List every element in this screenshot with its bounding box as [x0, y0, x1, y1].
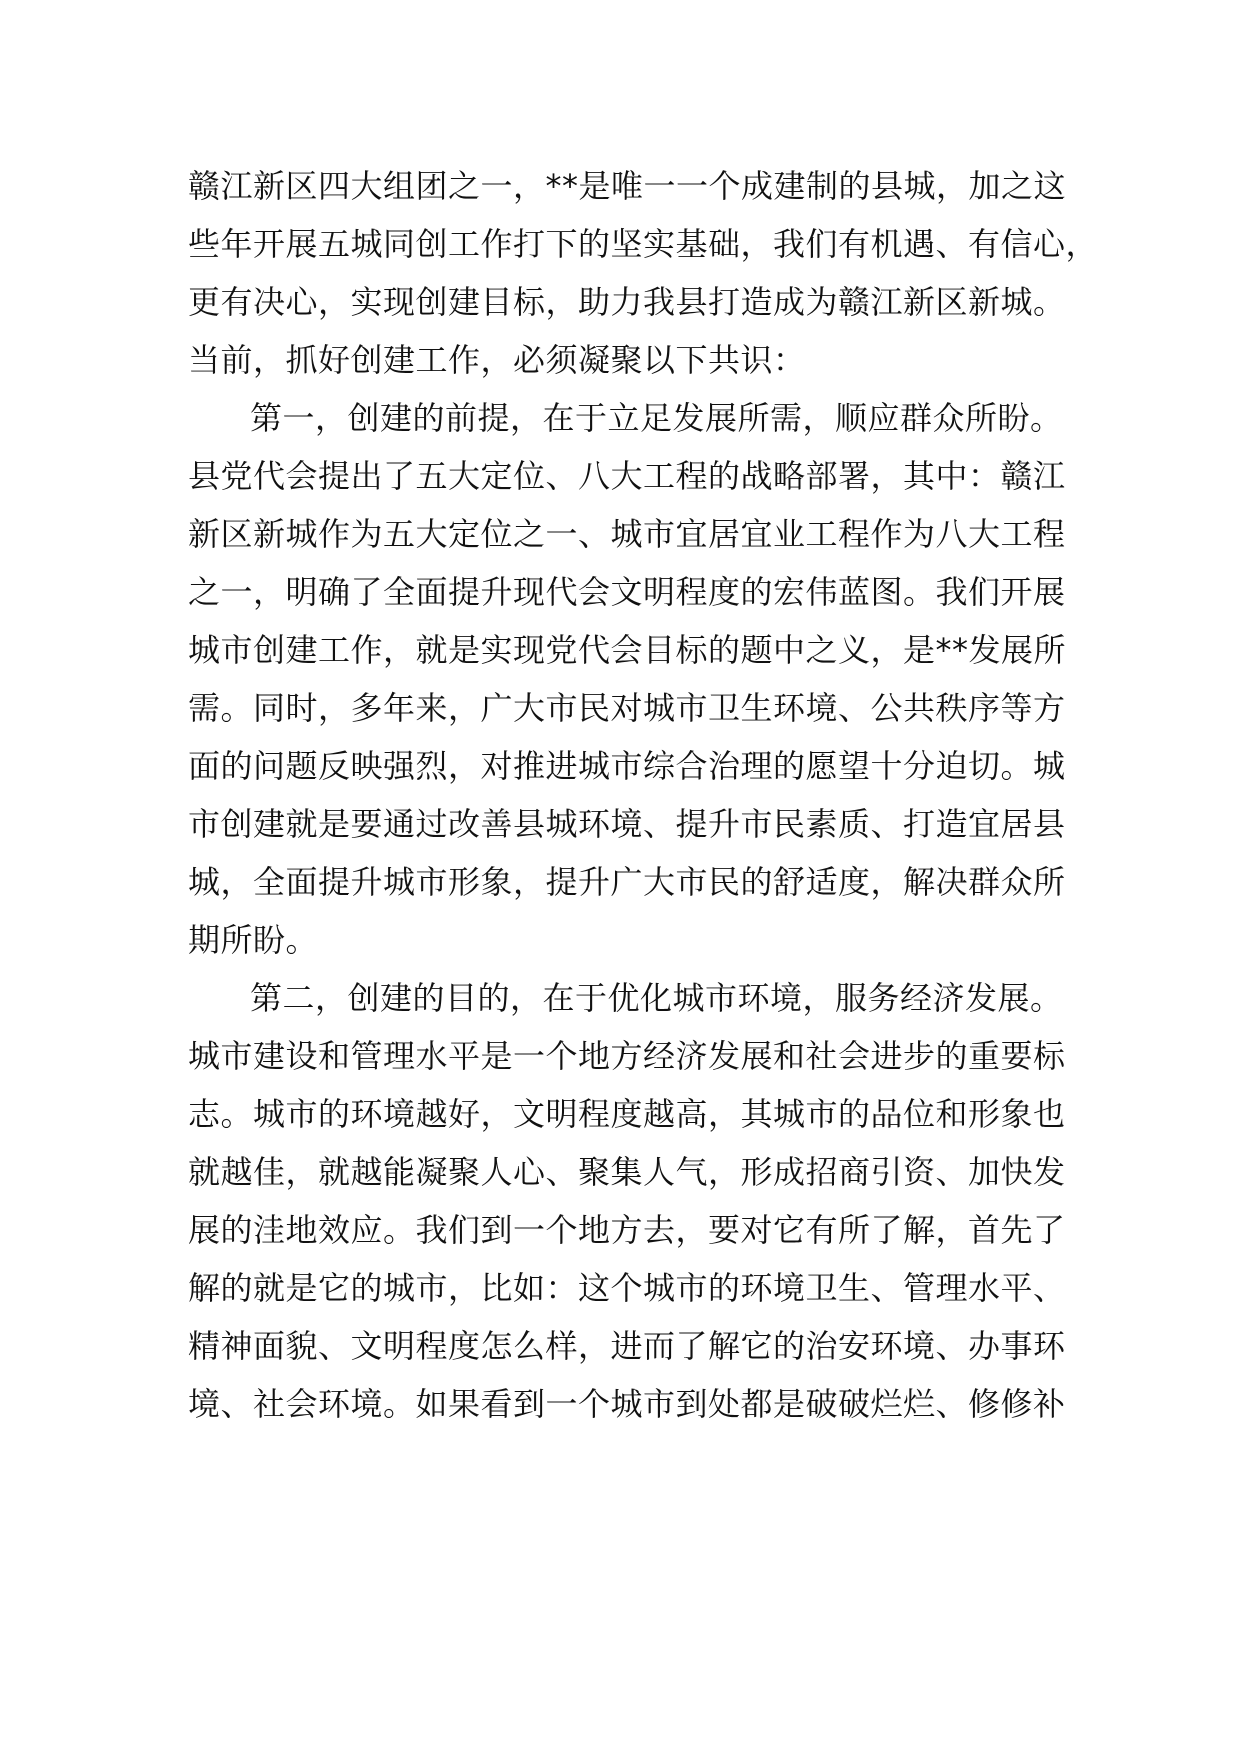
text-line: 更有决心，实现创建目标，助力我县打造成为赣江新区新城。: [188, 283, 1066, 321]
text-line: 城，全面提升城市形象，提升广大市民的舒适度，解决群众所: [188, 863, 1066, 901]
text-line: 城市创建工作，就是实现党代会目标的题中之义，是**发展所: [188, 631, 1067, 669]
text-line: 新区新城作为五大定位之一、城市宜居宜业工程作为八大工程: [188, 515, 1066, 553]
text-line: 展的洼地效应。我们到一个地方去，要对它有所了解，首先了: [188, 1211, 1066, 1249]
text-line: 精神面貌、文明程度怎么样，进而了解它的治安环境、办事环: [188, 1327, 1066, 1365]
text-line: 面的问题反映强烈，对推进城市综合治理的愿望十分迫切。城: [188, 747, 1066, 785]
text-line: 境、社会环境。如果看到一个城市到处都是破破烂烂、修修补: [188, 1385, 1066, 1423]
text-line: 期所盼。: [188, 921, 319, 959]
text-line: 需。同时，多年来，广大市民对城市卫生环境、公共秩序等方: [188, 689, 1066, 727]
text-line: 些年开展五城同创工作打下的坚实基础，我们有机遇、有信心，: [188, 225, 1099, 263]
text-line: 当前，抓好创建工作，必须凝聚以下共识：: [188, 341, 806, 379]
text-line: 赣江新区四大组团之一，**是唯一一个成建制的县城，加之这: [188, 167, 1067, 205]
paragraph-first-line: 第一，创建的前提，在于立足发展所需，顺应群众所盼。: [250, 399, 1063, 437]
text-line: 志。城市的环境越好，文明程度越高，其城市的品位和形象也: [188, 1095, 1066, 1133]
text-line: 县党代会提出了五大定位、八大工程的战略部署，其中：赣江: [188, 457, 1066, 495]
text-line: 城市建设和管理水平是一个地方经济发展和社会进步的重要标: [188, 1037, 1066, 1075]
text-line: 解的就是它的城市，比如：这个城市的环境卫生、管理水平、: [188, 1269, 1066, 1307]
text-line: 市创建就是要通过改善县城环境、提升市民素质、打造宜居县: [188, 805, 1066, 843]
text-line: 就越佳，就越能凝聚人心、聚集人气，形成招商引资、加快发: [188, 1153, 1066, 1191]
paragraph-first-line: 第二，创建的目的，在于优化城市环境，服务经济发展。: [250, 979, 1063, 1017]
text-line: 之一，明确了全面提升现代会文明程度的宏伟蓝图。我们开展: [188, 573, 1066, 611]
